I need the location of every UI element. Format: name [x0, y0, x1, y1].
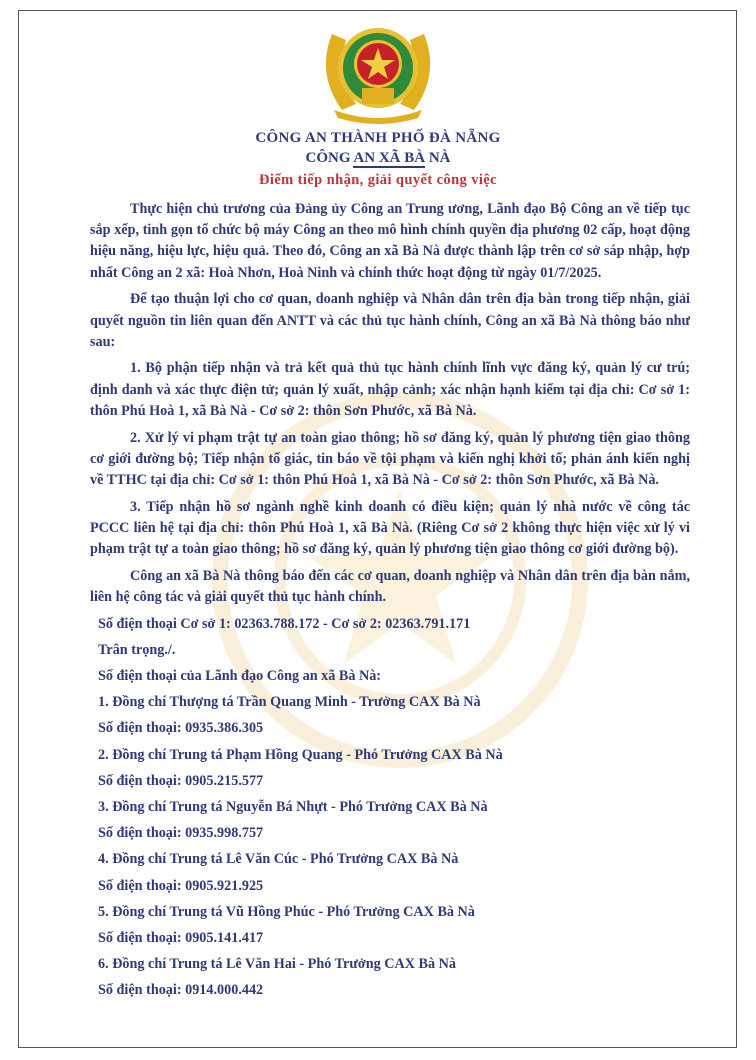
police-emblem-logo — [312, 14, 444, 126]
leader-phone: Số điện thoại: 0935.998.757 — [98, 825, 264, 842]
paragraph: 3. Tiếp nhận hồ sơ ngành nghề kinh doanh có điều kiện; quản lý nhà nước về công tác PCCC liên hệ tại địa chỉ: thôn Phú Hoà 1, xã Bà Nà. (Riêng Cơ sở 2 không thực hiện việc xử lý vi phạm trật tự a toàn giao thông; hồ sơ đăng ký, quản lý phương tiện giao thông cơ giới đường bộ). — [90, 498, 690, 558]
org-title: CÔNG AN THÀNH PHỐ ĐÀ NẴNG — [255, 130, 501, 146]
unit-title-prefix: CÔNG — [305, 150, 354, 166]
leader-phone: Số điện thoại: 0905.921.925 — [98, 877, 264, 894]
leader-phone: Số điện thoại: 0935.386.305 — [98, 720, 264, 737]
paragraph: Thực hiện chủ trương của Đảng ủy Công an Trung ương, Lãnh đạo Bộ Công an về tiếp tục sắp xếp, tinh gọn tổ chức bộ máy Công an theo mô hình chính quyền địa phương 02 cấp, hoạt động hiệu năng, hiệu lực, hiệu quả. Theo đó, Công an xã Bà Nà được thành lập trên cơ sở sáp nhập, hợp nhất Công an 2 xã: Hoà Nhơn, Hoà Ninh và chính thức hoạt động từ ngày 01/7/2025. — [90, 201, 690, 281]
unit-title-underlined: AN XÃ BÀ — [353, 150, 426, 166]
subtitle: Điểm tiếp nhận, giải quyết công việc — [259, 172, 497, 188]
leader-name: 4. Đồng chí Trung tá Lê Văn Cúc - Phó Trưởng CAX Bà Nà — [98, 851, 459, 868]
leader-phone: Số điện thoại: 0905.141.417 — [98, 929, 264, 946]
paragraph: Để tạo thuận lợi cho cơ quan, doanh nghiệp và Nhân dân trên địa bàn trong tiếp nhận, giải quyết nguồn tin liên quan đến ANTT và các thủ tục hành chính, Công an xã Bà Nà thông báo như sau: — [90, 291, 690, 350]
unit-title — [0, 150, 756, 167]
leader-name: 1. Đồng chí Thượng tá Trần Quang Minh - Trưởng CAX Bà Nà — [98, 694, 481, 711]
unit-title-suffix: NÀ — [425, 150, 451, 166]
paragraph: 1. Bộ phận tiếp nhận và trả kết quả thủ tục hành chính lĩnh vực đăng ký, quản lý cư trú; định danh và xác thực điện tử; quản lý xuất, nhập cảnh; xác nhận hạnh kiểm tại địa chỉ: Cơ sở 1: thôn Phú Hoà 1, xã Bà Nà - Cơ sở 2: thôn Sơn Phước, xã Bà Nà. — [90, 360, 690, 419]
closing: Trân trọng./. — [98, 641, 176, 658]
leader-name: 3. Đồng chí Trung tá Nguyễn Bá Nhựt - Phó Trưởng CAX Bà Nà — [98, 798, 488, 815]
paragraph: 2. Xử lý vi phạm trật tự an toàn giao thông; hồ sơ đăng ký, quản lý phương tiện giao thông cơ giới đường bộ; Tiếp nhận tố giác, tin báo về tội phạm và kiến nghị khởi tố; phản ánh kiến nghị về TTHC tại địa chỉ: Cơ sở 1: thôn Phú Hoà 1, xã Bà Nà - Cơ sở 2: thôn Sơn Phước, xã Bà Nà. — [90, 429, 690, 488]
leader-name: 5. Đồng chí Trung tá Vũ Hồng Phúc - Phó Trưởng CAX Bà Nà — [98, 903, 475, 920]
paragraph: Công an xã Bà Nà thông báo đến các cơ quan, doanh nghiệp và Nhân dân trên địa bàn nắm, liên hệ công tác và giải quyết thủ tục hành chính. — [90, 567, 690, 605]
leader-phone: Số điện thoại: 0905.215.577 — [98, 772, 264, 789]
document-body — [90, 199, 690, 1006]
leaders-heading: Số điện thoại của Lãnh đạo Công an xã Bà Nà: — [98, 668, 382, 685]
contact-list — [90, 614, 690, 1007]
leader-name: 6. Đồng chí Trung tá Lê Văn Hai - Phó Trưởng CAX Bà Nà — [98, 956, 456, 973]
leader-name: 2. Đồng chí Trung tá Phạm Hồng Quang - Phó Trưởng CAX Bà Nà — [98, 746, 503, 763]
leader-phone: Số điện thoại: 0914.000.442 — [98, 982, 264, 999]
office-phones: Số điện thoại Cơ sở 1: 02363.788.172 - Cơ sở 2: 02363.791.171 — [98, 615, 471, 632]
